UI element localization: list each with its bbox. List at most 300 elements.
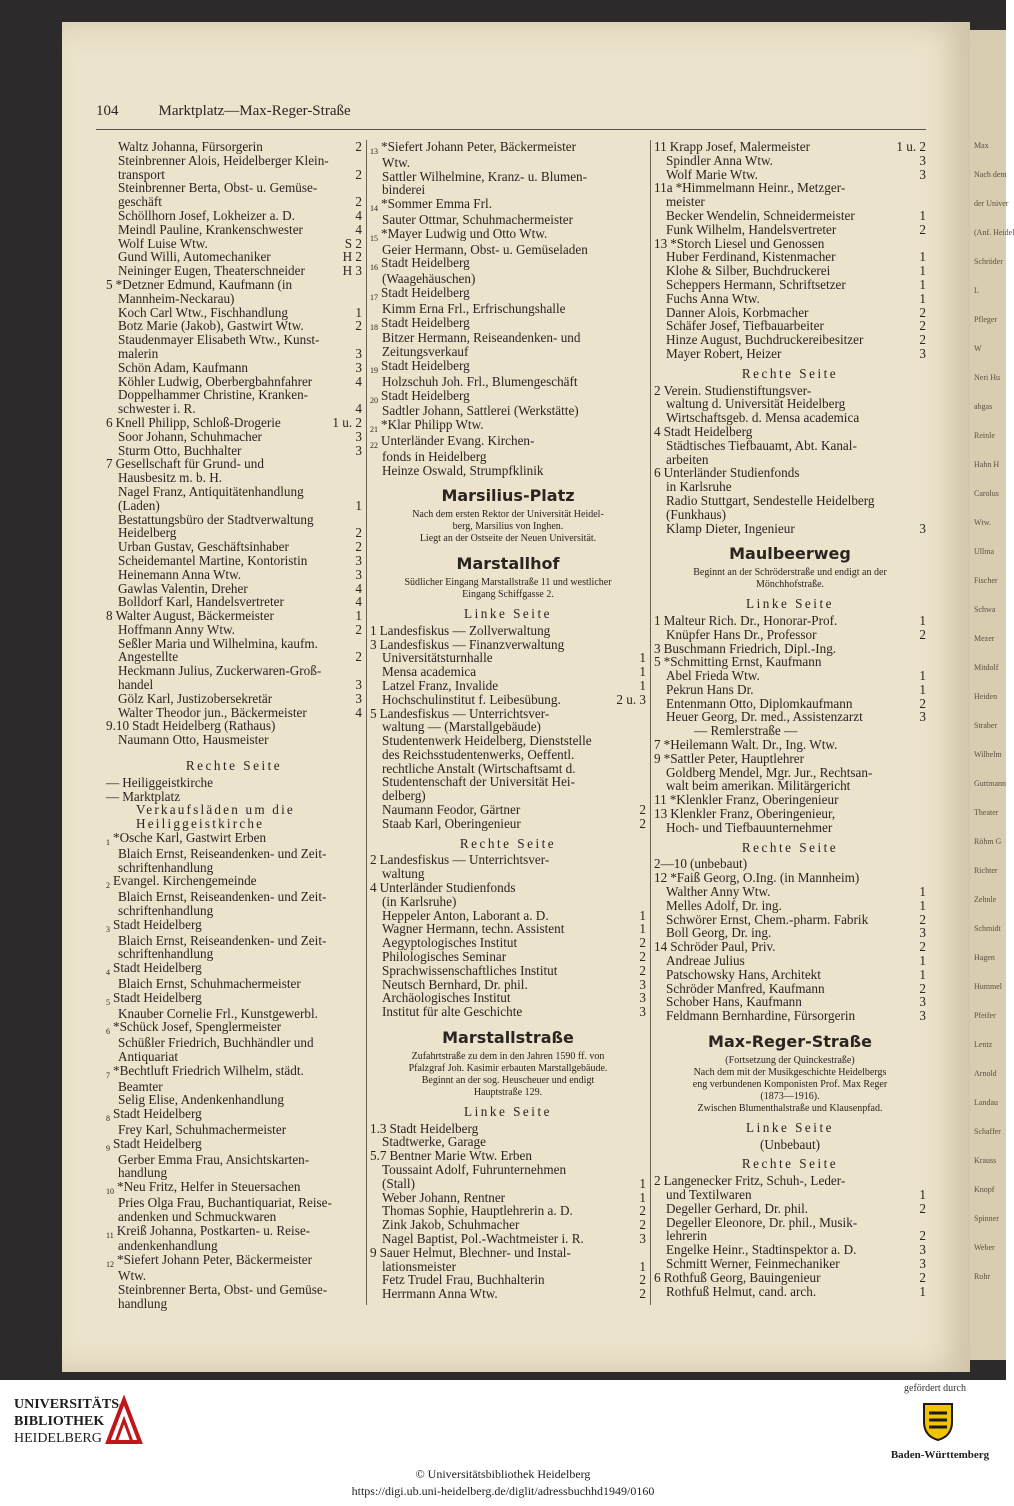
- list-item: [654, 397, 926, 411]
- list-item: [654, 710, 926, 724]
- floor-number: 2: [919, 332, 926, 348]
- entry-text: *Storch Liesel und Genossen: [670, 235, 825, 251]
- entry-text: — Remlerstraße —: [694, 723, 798, 739]
- entry-text: Thomas Sophie, Hauptlehrerin a. D.: [382, 1203, 573, 1219]
- list-item: [370, 331, 646, 345]
- list-item: [370, 464, 646, 478]
- entry-text: Blaich Ernst, Reiseandenken- und Zeit-: [118, 932, 327, 948]
- next-page-fragment: Weber: [974, 1243, 995, 1252]
- floor-number: 2: [919, 304, 926, 320]
- floor-number: 3: [355, 566, 362, 582]
- floor-number: 1: [919, 668, 926, 684]
- entry-text: Universitätsturnhalle: [382, 650, 493, 666]
- entry-text: Stadt Heidelberg (Rathaus): [132, 718, 276, 734]
- floor-number: 3: [919, 152, 926, 168]
- unbebaut-label: (Unbebaut): [759, 1136, 821, 1152]
- floor-number: 2: [919, 911, 926, 927]
- list-item: [370, 895, 646, 909]
- list-item: [370, 748, 646, 762]
- section-note-marstallhof: [370, 577, 646, 601]
- list-item: [654, 278, 926, 292]
- floor-number: 2: [639, 1217, 646, 1233]
- entry-text: Degeller Gerhard, Dr. phil.: [666, 1200, 809, 1216]
- house-number: 1: [370, 622, 377, 638]
- floor-number: 2: [919, 626, 926, 642]
- list-item: [106, 890, 362, 904]
- list-item: [370, 213, 646, 227]
- house-number: 5: [654, 654, 661, 670]
- entry-text: Geier Hermann, Obst- u. Gemüseladen: [382, 241, 588, 257]
- entry-text: Soor Johann, Schuhmacher: [118, 428, 262, 444]
- floor-number: 1: [919, 966, 926, 982]
- entries-marstallstrasse-left: [370, 1122, 646, 1301]
- next-page-fragment: Hagen: [974, 953, 995, 962]
- entry-text: *Klar Philipp Wtw.: [381, 417, 484, 433]
- house-number: 9.10: [106, 718, 130, 734]
- entry-text: Schäfer Josef, Tiefbauarbeiter: [666, 318, 824, 334]
- next-page-fragment: Heiden: [974, 692, 998, 701]
- list-item: [654, 821, 926, 835]
- floor-number: 1: [919, 884, 926, 900]
- list-item: [106, 1297, 362, 1311]
- list-item: [106, 991, 362, 1007]
- entry-text: Blaich Ernst, Schuhmachermeister: [118, 976, 301, 992]
- list-item: [106, 1107, 362, 1123]
- list-item: [654, 982, 926, 996]
- list-item: [654, 347, 926, 361]
- entry-text: Meindl Pauline, Krankenschwester: [118, 221, 303, 237]
- house-number: 13: [654, 806, 668, 822]
- list-item: [370, 140, 646, 156]
- list-item: [106, 554, 362, 568]
- list-item: [654, 209, 926, 223]
- list-item: [370, 1204, 646, 1218]
- entry-text: Knell Philipp, Schloß-Drogerie: [115, 414, 281, 430]
- list-item: [106, 209, 362, 223]
- house-number: 3: [654, 640, 661, 656]
- entry-text: Heiliggeistkirche: [122, 774, 214, 790]
- entry-text: Seßler Maria und Wilhelmina, kaufm.: [118, 635, 318, 651]
- list-item: [370, 964, 646, 978]
- entry-text: Krapp Josef, Malermeister: [669, 139, 810, 154]
- list-item: [370, 707, 646, 721]
- floor-number: 1: [919, 897, 926, 913]
- list-item: [106, 430, 362, 444]
- list-item: [106, 264, 362, 278]
- floor-number: 1: [639, 1189, 646, 1205]
- entry-text: Herrmann Anna Wtw.: [382, 1286, 498, 1302]
- entry-text: Nagel Franz, Antiquitätenhandlung: [118, 483, 304, 499]
- entry-text: handlung: [118, 1165, 168, 1181]
- house-number: 9: [654, 750, 661, 766]
- house-number: 6: [106, 1027, 110, 1037]
- section-title-max-reger: Max-Reger-Straße: [708, 1032, 872, 1052]
- list-item: [654, 439, 926, 453]
- list-item: [106, 154, 362, 168]
- entries-marstallstrasse-right: [654, 384, 926, 536]
- list-item: [106, 1210, 362, 1224]
- entry-text: Selig Elise, Andenkenhandlung: [118, 1092, 284, 1108]
- page-number: 104: [96, 103, 119, 119]
- entry-text: Klenkler Franz, Oberingenieur,: [670, 806, 836, 822]
- floor-number: 2: [919, 221, 926, 237]
- list-item: [654, 1009, 926, 1023]
- list-item: [106, 692, 362, 706]
- floor-number: 2: [639, 1272, 646, 1288]
- floor-number: H 2: [342, 249, 362, 265]
- house-number: 9: [106, 1143, 110, 1153]
- heading-rechte-seite: Rechte Seite: [741, 839, 839, 855]
- entry-text: Stadt Heidelberg: [113, 960, 202, 976]
- entry-text: Pekrun Hans Dr.: [666, 681, 754, 697]
- house-number: 16: [370, 263, 378, 273]
- note-line: Beginnt an der Schröderstraße und endigt an der: [693, 567, 887, 579]
- list-item: [654, 899, 926, 913]
- entry-text: Mayer Robert, Heizer: [666, 345, 782, 361]
- entry-text: Huber Ferdinand, Kistenmacher: [666, 249, 836, 265]
- entry-text: Schwörer Ernst, Chem.-pharm. Fabrik: [666, 911, 869, 927]
- list-item: [654, 871, 926, 885]
- floor-number: 2: [639, 962, 646, 978]
- note-line: Eingang Schiffgasse 2.: [462, 588, 554, 600]
- list-item: [654, 779, 926, 793]
- entry-text: Nagel Baptist, Pol.-Wachtmeister i. R.: [382, 1231, 584, 1246]
- list-item: [370, 853, 646, 867]
- next-page-fragment: Nach dem: [974, 170, 1007, 179]
- next-page-fragment: Röhm G: [974, 837, 1002, 846]
- list-item: [106, 540, 362, 554]
- floor-number: 3: [639, 990, 646, 1006]
- floor-number: 4: [355, 704, 362, 720]
- entry-text: Kreiß Johanna, Postkarten- u. Reise-: [116, 1222, 311, 1238]
- list-item: [370, 197, 646, 213]
- house-number: 7: [106, 456, 113, 472]
- floor-number: 2: [919, 695, 926, 711]
- heading-linke-seite: Linke Seite: [746, 596, 834, 612]
- note-line: eng verbundenen Komponisten Prof. Max Reger: [692, 1078, 888, 1090]
- next-page-fragment: abgas: [974, 402, 993, 411]
- floor-number: 3: [355, 442, 362, 458]
- section-note-marstallstrasse: [370, 1051, 646, 1099]
- floor-number: 2: [355, 194, 362, 210]
- entry-text: und Textilwaren: [666, 1187, 752, 1202]
- list-item: [106, 817, 362, 831]
- floor-number: 1: [919, 1187, 926, 1202]
- entries-max-reger-right: [654, 1174, 926, 1298]
- entry-text: Heckmann Julius, Zuckerwaren-Groß-: [118, 663, 322, 679]
- library-logo-icon: [104, 1394, 144, 1450]
- list-item: [106, 513, 362, 527]
- list-item: [106, 361, 362, 375]
- entry-text: Hinze August, Buchdruckereibesitzer: [666, 332, 864, 348]
- house-number: 6: [654, 1269, 661, 1285]
- entry-text: *Siefert Johann Peter, Bäckermeister: [117, 1252, 313, 1268]
- list-item: [106, 706, 362, 720]
- entry-text: Zink Jakob, Schuhmacher: [382, 1217, 520, 1233]
- next-page-fragment: Landau: [974, 1098, 998, 1107]
- house-number: 11: [106, 1230, 114, 1240]
- list-item: [106, 719, 362, 733]
- list-item: [654, 724, 926, 738]
- funded-by-text: gefördert durch: [904, 1383, 966, 1394]
- list-item: [106, 333, 362, 347]
- entry-text: Klamp Dieter, Ingenieur: [666, 520, 795, 536]
- floor-number: 4: [355, 594, 362, 610]
- next-page-fragment: Lentz: [974, 1040, 993, 1049]
- list-item: [370, 434, 646, 450]
- next-page-fragment: Mitdolf: [974, 663, 999, 672]
- next-page-fragment: Schwa: [974, 605, 996, 614]
- list-item: [654, 614, 926, 628]
- list-item: [106, 195, 362, 209]
- entry-text: Stadtwerke, Garage: [382, 1134, 486, 1150]
- floor-number: 1: [919, 249, 926, 265]
- list-item: [106, 140, 362, 154]
- list-item: [654, 669, 926, 683]
- floor-number: 1: [919, 207, 926, 223]
- list-item: [106, 874, 362, 890]
- entry-text: Boll Georg, Dr. ing.: [666, 925, 772, 941]
- entry-text: Schröder Manfred, Kaufmann: [666, 980, 825, 996]
- floor-number: 3: [919, 520, 926, 536]
- entry-text: Sturm Otto, Buchhalter: [118, 442, 242, 458]
- floor-number: H 3: [342, 263, 362, 279]
- note-line: (1873—1916).: [760, 1090, 820, 1102]
- entry-text: Studentenwerk Heidelberg, Dienststelle: [382, 733, 592, 749]
- house-number: 8: [106, 608, 113, 624]
- floor-number: 2: [919, 980, 926, 996]
- entry-text: Wolf Luise Wtw.: [118, 235, 208, 251]
- entry-text: Gesellschaft für Grund- und: [115, 456, 264, 472]
- house-number: 11a: [654, 180, 673, 196]
- floor-number: 3: [355, 359, 362, 375]
- list-item: [370, 170, 646, 184]
- entry-text: Gerber Emma Frau, Ansichtskarten-: [118, 1151, 310, 1167]
- list-item: [654, 480, 926, 494]
- entry-text: Zeitungsverkauf: [382, 344, 469, 360]
- list-item: [106, 526, 362, 540]
- house-number: 5.7: [370, 1148, 387, 1164]
- floor-number: 3: [355, 428, 362, 444]
- entry-text: Mannheim-Neckarau): [118, 290, 235, 306]
- next-page-fragment: Rohr: [974, 1272, 990, 1281]
- next-page-fragment: Schröder: [974, 257, 1003, 266]
- entry-text: Sadtler Johann, Sattlerei (Werkstätte): [382, 403, 579, 419]
- entry-text: waltung: [382, 866, 425, 882]
- list-item: [370, 867, 646, 881]
- house-number: 1.3: [370, 1120, 387, 1136]
- list-item: [370, 389, 646, 405]
- entry-text: Melles Adolf, Dr. ing.: [666, 897, 782, 913]
- list-item: [370, 418, 646, 434]
- entries-marstallhof-right: [370, 853, 646, 1019]
- house-number: —: [106, 788, 120, 804]
- list-item: [106, 664, 362, 678]
- next-page-fragment: Schmidt: [974, 924, 1001, 933]
- floor-number: 2: [919, 1200, 926, 1216]
- entries-maulbeerweg-left: [654, 614, 926, 835]
- note-line: Nach dem mit der Musikgeschichte Heidelbergs: [693, 1066, 887, 1078]
- list-item: [106, 1020, 362, 1036]
- list-item: [654, 411, 926, 425]
- entry-text: Antiquariat: [118, 1049, 179, 1064]
- list-item: [370, 243, 646, 257]
- floor-number: 2: [355, 166, 362, 182]
- next-page-fragment: Mezer: [974, 634, 995, 643]
- floor-number: 1: [919, 1283, 926, 1299]
- list-item: [370, 817, 646, 831]
- heading-rechte-seite: Rechte Seite: [741, 1156, 839, 1172]
- section-title-marstallhof: Marstallhof: [456, 554, 560, 574]
- next-page-fragment: Wtw.: [974, 518, 992, 527]
- entry-text: Neininger Eugen, Theaterschneider: [118, 263, 305, 279]
- list-item: [654, 1202, 926, 1216]
- list-item: [106, 776, 362, 790]
- list-item: [654, 1257, 926, 1271]
- list-item: [106, 499, 362, 513]
- list-item: [654, 1229, 926, 1243]
- list-item: [654, 642, 926, 656]
- list-item: [654, 223, 926, 237]
- entry-text: Schmitt Werner, Feinmechaniker: [666, 1255, 840, 1271]
- entry-text: Stadt Heidelberg: [113, 989, 202, 1005]
- entry-text: *Schück Josef, Spenglermeister: [113, 1019, 282, 1035]
- floor-number: 1: [639, 664, 646, 680]
- list-item: [370, 1232, 646, 1246]
- entry-text: Weber Johann, Rentner: [382, 1189, 506, 1205]
- list-item: [370, 638, 646, 652]
- floor-number: 1: [919, 953, 926, 969]
- note-line: Nach dem ersten Rektor der Universität Heidel-: [412, 509, 604, 521]
- next-page-fragment: Neri Hu: [974, 373, 1000, 382]
- entry-text: Engelke Heinr., Stadtinspektor a. D.: [666, 1242, 857, 1258]
- list-item: [370, 803, 646, 817]
- list-item: [654, 1188, 926, 1202]
- entry-text: Blaich Ernst, Reiseandenken- und Zeit-: [118, 889, 327, 905]
- entry-text: meister: [666, 194, 705, 210]
- entry-text: Gawlas Valentin, Dreher: [118, 580, 248, 596]
- entry-text: Evangel. Kirchengemeinde: [113, 873, 257, 889]
- entries-marstallhof-left: [370, 624, 646, 831]
- floor-number: 4: [355, 401, 362, 417]
- floor-number: 1: [919, 276, 926, 292]
- list-item: [106, 292, 362, 306]
- list-item: [654, 926, 926, 940]
- entry-text: Unterländer Evang. Kirchen-: [381, 432, 535, 448]
- entry-text: Bitzer Hermann, Reiseandenken- und: [382, 330, 581, 346]
- list-item: [654, 181, 926, 195]
- list-item: [106, 485, 362, 499]
- entry-text: arbeiten: [666, 451, 709, 467]
- list-item: [654, 1216, 926, 1230]
- list-item: [106, 1093, 362, 1107]
- entry-text: Botz Marie (Jakob), Gastwirt Wtw.: [118, 318, 304, 334]
- list-item: [654, 738, 926, 752]
- list-item: [106, 1283, 362, 1297]
- entry-text: Verein. Studienstiftungsver-: [663, 382, 812, 398]
- house-number: 1: [654, 612, 661, 628]
- list-item: [106, 977, 362, 991]
- entry-text: transport: [118, 166, 165, 182]
- entry-text: Feldmann Bernhardine, Fürsorgerin: [666, 1008, 856, 1024]
- list-item: [654, 168, 926, 182]
- house-number: 11: [654, 792, 667, 808]
- entry-text: Steinbrenner Berta, Obst- und Gemüse-: [118, 1281, 328, 1297]
- entry-text: Neutsch Bernhard, Dr. phil.: [382, 976, 528, 992]
- list-item: [106, 609, 362, 623]
- list-item: [654, 683, 926, 697]
- logo-line: HEIDELBERG: [14, 1431, 102, 1446]
- entry-text: Unterländer Studienfonds: [379, 880, 516, 896]
- note-line: Südlicher Eingang Marstallstraße 11 und westlicher: [404, 576, 612, 588]
- entry-text: Landesfiskus — Finanzverwaltung: [379, 636, 565, 652]
- entry-text: (in Karlsruhe): [382, 893, 457, 909]
- note-line: Liegt an der Ostseite der Neuen Universität.: [419, 533, 597, 545]
- note-line: (Fortsetzung der Quinckestraße): [725, 1054, 855, 1066]
- list-item: [654, 628, 926, 642]
- entry-text: Heinze Oswald, Strumpfklinik: [382, 462, 544, 478]
- entry-text: rechtliche Anstalt (Wirtschaftsamt d.: [382, 760, 576, 776]
- floor-number: 2: [355, 318, 362, 334]
- entry-text: schriftenhandlung: [118, 946, 214, 962]
- list-item: [370, 404, 646, 418]
- section-note-maulbeerweg: [654, 567, 926, 591]
- entry-text: schriftenhandlung: [118, 859, 214, 875]
- list-item: [370, 1287, 646, 1301]
- next-page-fragment: Fischer: [974, 576, 998, 585]
- entries-maulbeerweg-right: [654, 857, 926, 1023]
- list-item: [106, 168, 362, 182]
- floor-number: 3: [919, 925, 926, 941]
- list-item: [370, 450, 646, 464]
- entry-text: Goldberg Mendel, Mgr. Jur., Rechtsan-: [666, 764, 873, 780]
- heading-linke-seite: Linke Seite: [464, 605, 552, 621]
- list-item: [370, 991, 646, 1005]
- house-number: 9: [370, 1244, 377, 1260]
- house-number: 17: [370, 292, 378, 302]
- list-item: [106, 223, 362, 237]
- entry-text: Wirtschaftsgeb. d. Mensa academica: [666, 410, 860, 426]
- entry-text: *Detzner Edmund, Kaufmann (in: [115, 276, 293, 292]
- list-item: [370, 359, 646, 375]
- note-line: Zufahrtstraße zu dem in den Jahren 1590 ff. von: [411, 1050, 605, 1062]
- floor-number: 3: [639, 1231, 646, 1246]
- entry-text: Archäologisches Institut: [382, 990, 511, 1006]
- floor-number: 4: [355, 221, 362, 237]
- entry-text: lehrerin: [666, 1228, 708, 1244]
- entry-text: handel: [118, 677, 154, 693]
- list-item: [106, 402, 362, 416]
- entry-text: (Laden): [118, 497, 160, 513]
- floor-number: 3: [355, 345, 362, 361]
- list-item: [654, 494, 926, 508]
- list-item: [370, 183, 646, 197]
- source-url[interactable]: https://digi.ub.uni-heidelberg.de/diglit/adressbuchhd1949/0160: [351, 1484, 655, 1498]
- heading-linke-seite: Linke Seite: [746, 1119, 834, 1135]
- list-item: [370, 720, 646, 734]
- list-item: [106, 918, 362, 934]
- list-item: [370, 1149, 646, 1163]
- entry-text: Kimm Erna Frl., Erfrischungshalle: [382, 300, 566, 316]
- entry-text: geschäft: [118, 194, 162, 210]
- list-item: [654, 140, 926, 154]
- house-number: 6: [654, 465, 661, 481]
- floor-number: 2: [355, 621, 362, 637]
- baden-wuerttemberg-crest-icon: [916, 1398, 960, 1442]
- next-page-fragment: Max: [974, 141, 989, 150]
- entry-text: Walter August, Bäckermeister: [115, 608, 274, 624]
- next-page-fragment: Hahn H: [974, 460, 1000, 469]
